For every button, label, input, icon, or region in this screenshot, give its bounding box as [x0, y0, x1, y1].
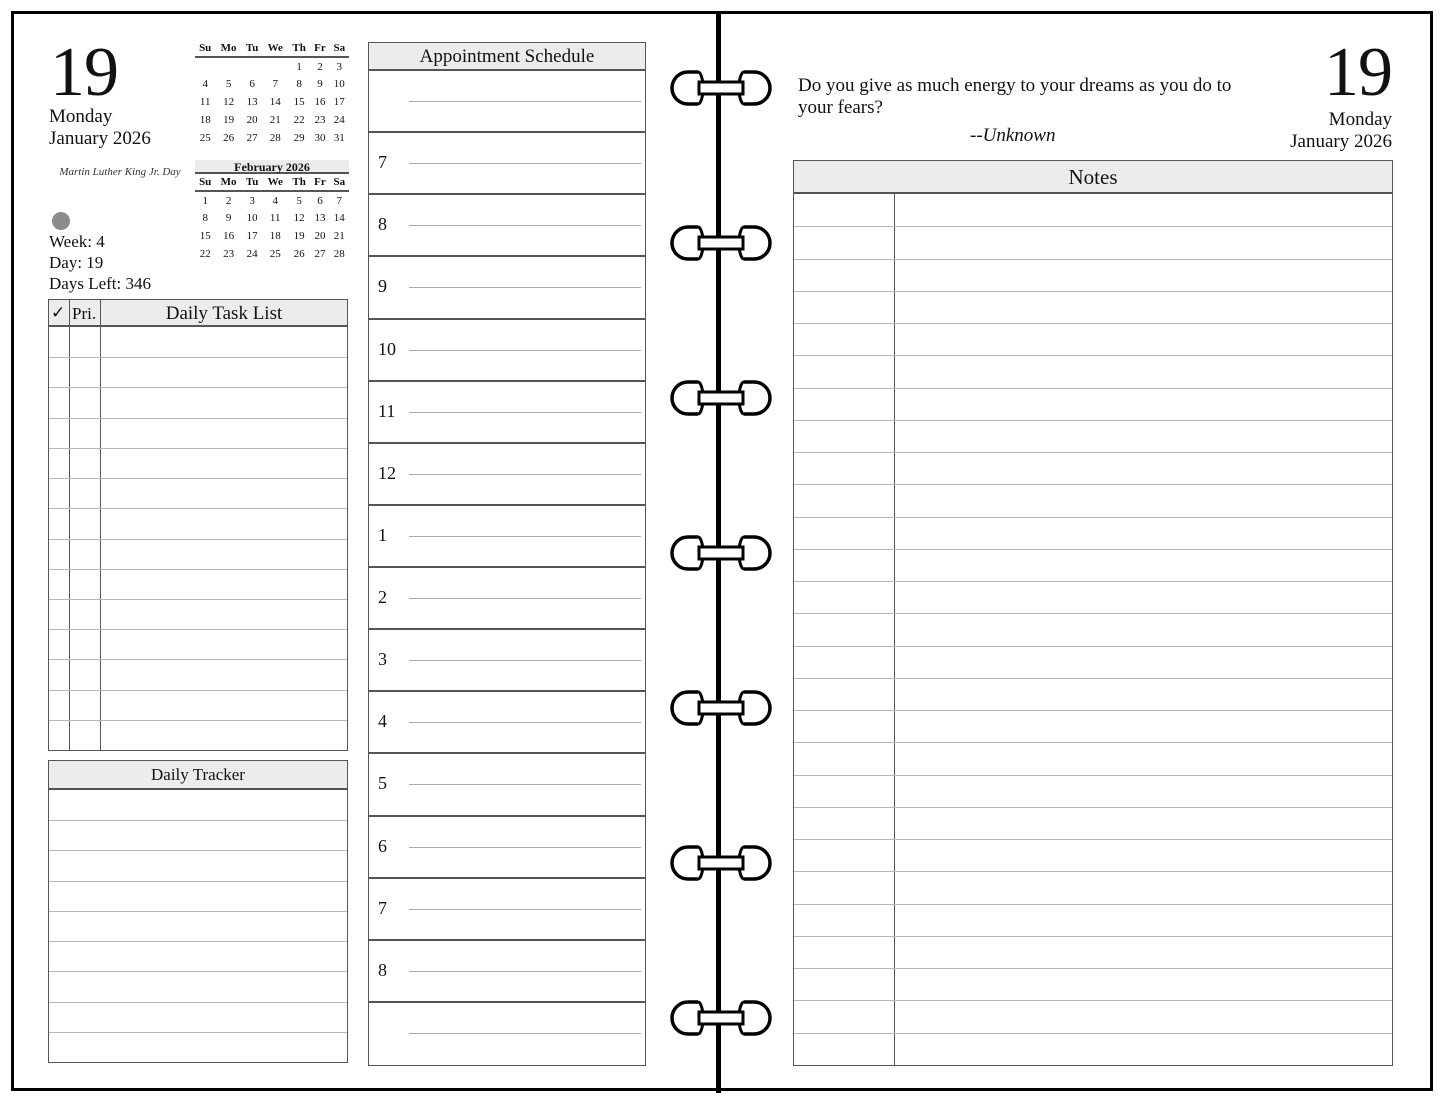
binder-ring-icon	[668, 221, 774, 265]
mini-calendar-february	[195, 160, 349, 263]
weekday-header: Mo	[220, 42, 237, 54]
weekday-header: Tu	[245, 176, 259, 188]
left-weekday: Monday	[49, 106, 113, 127]
calendar-day[interactable]: 5	[296, 194, 302, 207]
calendar-day[interactable]: 19	[223, 114, 235, 126]
notes-row[interactable]	[794, 355, 1392, 387]
calendar-week	[195, 191, 349, 209]
tracker-row[interactable]	[49, 850, 347, 880]
task-row[interactable]	[49, 629, 347, 659]
appointment-slot[interactable]	[369, 630, 645, 692]
appointment-line	[409, 909, 641, 910]
calendar-day[interactable]: 26	[223, 132, 235, 144]
calendar-day[interactable]: 16	[223, 230, 235, 242]
weekday-header: Su	[199, 176, 212, 188]
calendar-day[interactable]: 23	[223, 248, 235, 260]
calendar-day[interactable]: 31	[333, 132, 345, 144]
notes-row[interactable]	[794, 323, 1392, 355]
appointment-line	[409, 1033, 641, 1034]
calendar-day[interactable]: 4	[272, 194, 278, 207]
task-row[interactable]	[49, 387, 347, 417]
mini-calendar-january	[195, 40, 349, 147]
weekday-header: We	[267, 176, 283, 188]
task-row[interactable]	[49, 508, 347, 538]
appointment-hour-label: 5	[378, 773, 387, 794]
task-row[interactable]	[49, 478, 347, 508]
tracker-row[interactable]	[49, 820, 347, 850]
calendar-day[interactable]: 27	[246, 132, 258, 144]
priority-column-header: Pri.	[72, 304, 97, 323]
appointment-hour-label: 7	[378, 152, 387, 173]
notes-row[interactable]	[794, 517, 1392, 549]
appointment-slot[interactable]	[369, 320, 645, 382]
calendar-day[interactable]: 8	[202, 212, 208, 224]
calendar-day[interactable]: 17	[333, 96, 345, 108]
calendar-day[interactable]: 6	[249, 78, 255, 90]
calendar-day[interactable]: 17	[246, 230, 258, 242]
notes-row[interactable]	[794, 807, 1392, 839]
appointment-line	[409, 536, 641, 537]
appointment-schedule	[368, 42, 646, 1066]
tracker-row[interactable]	[49, 790, 347, 820]
calendar-day[interactable]: 26	[293, 248, 305, 260]
calendar-day[interactable]: 12	[223, 96, 235, 108]
left-month-year: January 2026	[49, 128, 151, 149]
appointment-slot[interactable]	[369, 941, 645, 1003]
notes-row[interactable]	[794, 968, 1392, 1000]
appointment-slot[interactable]	[369, 382, 645, 444]
daily-tracker	[48, 760, 348, 1063]
task-row[interactable]	[49, 418, 347, 448]
appointment-slot[interactable]	[369, 817, 645, 879]
weekday-header: Mo	[220, 176, 237, 188]
notes-row[interactable]	[794, 936, 1392, 968]
appointment-hour-label: 2	[378, 587, 387, 607]
binder-ring-icon	[668, 66, 774, 110]
right-weekday: Monday	[1328, 109, 1392, 130]
calendar-day	[195, 57, 215, 75]
tracker-row[interactable]	[49, 1032, 347, 1062]
appointment-hour-label: 8	[378, 959, 387, 980]
notes-row[interactable]	[794, 194, 1392, 226]
calendar-day[interactable]: 23	[314, 114, 326, 126]
calendar-day[interactable]: 13	[246, 96, 258, 108]
weekday-header: Su	[199, 42, 212, 54]
calendar-day[interactable]: 27	[314, 248, 326, 260]
right-day-number: 19	[1324, 34, 1392, 111]
daily-task-list	[48, 299, 348, 751]
notes-row[interactable]	[794, 420, 1392, 452]
notes-row[interactable]	[794, 871, 1392, 903]
task-row[interactable]	[49, 448, 347, 478]
calendar-day[interactable]: 13	[314, 212, 326, 224]
tracker-row[interactable]	[49, 881, 347, 911]
task-row[interactable]	[49, 357, 347, 387]
appointment-slot[interactable]	[369, 195, 645, 257]
appointment-hour-label: 9	[378, 276, 387, 297]
mini-calendar-title: February 2026	[195, 160, 349, 174]
binder-ring-icon	[668, 996, 774, 1040]
appointment-line	[409, 163, 641, 164]
task-row[interactable]	[49, 599, 347, 629]
calendar-day[interactable]: 20	[246, 114, 258, 126]
appointment-slot[interactable]	[369, 568, 645, 630]
task-row[interactable]	[49, 659, 347, 689]
binder-ring-icon	[668, 376, 774, 420]
appointment-slots	[369, 71, 645, 1065]
calendar-day[interactable]: 9	[317, 78, 323, 90]
appointment-hour-label: 7	[378, 897, 387, 918]
calendar-day[interactable]: 16	[314, 96, 326, 108]
notes-row[interactable]	[794, 388, 1392, 420]
calendar-day[interactable]: 15	[293, 96, 305, 108]
appointment-schedule-title: Appointment Schedule	[369, 43, 645, 71]
calendar-day[interactable]: 8	[296, 78, 302, 90]
calendar-day[interactable]: 18	[199, 114, 211, 126]
tracker-row[interactable]	[49, 971, 347, 1001]
weekday-header: Th	[292, 42, 306, 54]
calendar-day	[242, 57, 263, 75]
calendar-week	[195, 111, 349, 129]
appointment-line	[409, 350, 641, 351]
calendar-day[interactable]: 11	[199, 96, 211, 108]
calendar-day	[263, 57, 288, 75]
task-row[interactable]	[49, 690, 347, 720]
moon-phase-icon	[52, 212, 70, 230]
calendar-day[interactable]: 2	[225, 194, 232, 207]
appointment-line	[409, 412, 641, 413]
notes-row[interactable]	[794, 678, 1392, 710]
calendar-day[interactable]: 25	[199, 132, 211, 144]
notes-row[interactable]	[794, 452, 1392, 484]
quote-author: --Unknown	[970, 125, 1056, 146]
appointment-slot[interactable]	[369, 71, 645, 133]
calendar-day[interactable]: 6	[317, 194, 323, 207]
tracker-row[interactable]	[49, 941, 347, 971]
appointment-line	[409, 847, 641, 848]
weekday-header: Fr	[314, 42, 326, 54]
appointment-line	[409, 225, 641, 226]
weekday-header: Tu	[245, 42, 259, 54]
weekday-header: Fr	[314, 176, 326, 188]
weekday-header: Th	[292, 176, 306, 188]
task-list-title: Daily Task List	[165, 303, 283, 324]
calendar-day[interactable]: 28	[333, 248, 345, 260]
calendar-week	[195, 245, 349, 263]
notes-row[interactable]	[794, 226, 1392, 258]
calendar-day[interactable]: 18	[269, 230, 281, 242]
appointment-slot[interactable]	[369, 133, 645, 195]
appointment-slot[interactable]	[369, 506, 645, 568]
notes-row[interactable]	[794, 549, 1392, 581]
week-number: Week: 4	[49, 232, 105, 251]
notes-row[interactable]	[794, 1033, 1392, 1065]
calendar-day[interactable]: 1	[296, 60, 302, 73]
notes-row[interactable]	[794, 839, 1392, 871]
appointment-line	[409, 660, 641, 661]
notes-title: Notes	[794, 161, 1392, 194]
calendar-day	[215, 57, 241, 75]
calendar-day[interactable]: 10	[333, 78, 345, 90]
appointment-hour-label: 10	[378, 338, 396, 359]
appointment-hour-label: 6	[378, 835, 387, 856]
calendar-day[interactable]: 11	[269, 212, 281, 224]
appointment-slot[interactable]	[369, 692, 645, 754]
calendar-day[interactable]: 25	[269, 248, 281, 260]
notes-row[interactable]	[794, 904, 1392, 936]
appointment-hour-label: 11	[378, 400, 396, 421]
calendar-day[interactable]: 4	[202, 78, 208, 90]
calendar-day[interactable]: 24	[246, 248, 258, 260]
appointment-slot[interactable]	[369, 754, 645, 816]
weekday-header: Sa	[333, 176, 346, 188]
right-month-year: January 2026	[1290, 131, 1392, 152]
calendar-day[interactable]: 22	[293, 114, 305, 126]
calendar-day[interactable]: 12	[293, 212, 305, 224]
task-row[interactable]	[49, 569, 347, 599]
holiday-label: Martin Luther King Jr. Day	[59, 166, 181, 178]
appointment-slot[interactable]	[369, 879, 645, 941]
appointment-hour-label: 8	[378, 214, 387, 235]
calendar-day[interactable]: 10	[246, 212, 258, 224]
notes-row[interactable]	[794, 775, 1392, 807]
day-of-year: Day: 19	[49, 253, 104, 272]
notes-row[interactable]	[794, 484, 1392, 516]
quote-text: Do you give as much energy to your dreams as you do to your fears?	[798, 75, 1232, 118]
calendar-week	[195, 93, 349, 111]
calendar-day[interactable]: 29	[293, 132, 305, 144]
calendar-day[interactable]: 21	[333, 230, 345, 242]
calendar-day[interactable]: 28	[269, 132, 281, 144]
binder-ring-icon	[668, 531, 774, 575]
calendar-day[interactable]: 19	[293, 230, 305, 242]
notes-section	[793, 160, 1393, 1066]
appointment-line	[409, 474, 641, 475]
calendar-day[interactable]: 5	[225, 78, 232, 90]
weekday-header: Sa	[333, 42, 346, 54]
days-left: Days Left: 346	[49, 274, 151, 293]
calendar-day[interactable]: 20	[314, 230, 326, 242]
appointment-slot[interactable]	[369, 444, 645, 506]
notes-row[interactable]	[794, 1000, 1392, 1032]
appointment-slot[interactable]	[369, 257, 645, 319]
appointment-hour-label: 12	[378, 462, 396, 483]
calendar-day[interactable]: 15	[199, 230, 211, 242]
appointment-line	[409, 287, 641, 288]
calendar-day[interactable]: 2	[317, 60, 323, 73]
calendar-day[interactable]: 21	[269, 114, 281, 126]
tracker-row[interactable]	[49, 1002, 347, 1032]
calendar-day[interactable]: 7	[272, 78, 278, 90]
appointment-line	[409, 101, 641, 102]
notes-row[interactable]	[794, 581, 1392, 613]
appointment-line	[409, 971, 641, 972]
notes-row[interactable]	[794, 710, 1392, 742]
left-day-number: 19	[50, 34, 118, 111]
binder-ring-icon	[668, 841, 774, 885]
calendar-day[interactable]: 1	[202, 194, 208, 207]
appointment-line	[409, 722, 641, 723]
calendar-week	[195, 129, 349, 147]
check-column-header: ✓	[51, 303, 66, 322]
task-row[interactable]	[49, 327, 347, 357]
calendar-day[interactable]: 24	[333, 114, 345, 126]
tracker-rows	[49, 790, 347, 1062]
calendar-day[interactable]: 3	[249, 194, 255, 207]
appointment-slot[interactable]	[369, 1003, 645, 1065]
task-row[interactable]	[49, 539, 347, 569]
appointment-hour-label: 1	[378, 524, 387, 545]
appointment-hour-label: 4	[378, 711, 387, 732]
task-rows	[49, 327, 347, 750]
notes-rows	[794, 194, 1392, 1065]
notes-row[interactable]	[794, 646, 1392, 678]
notes-row[interactable]	[794, 259, 1392, 291]
tracker-title: Daily Tracker	[49, 761, 347, 790]
binder-ring-icon	[668, 686, 774, 730]
calendar-day[interactable]: 22	[199, 248, 211, 260]
calendar-week	[195, 57, 349, 75]
appointment-hour-label: 3	[378, 649, 387, 670]
calendar-day[interactable]: 14	[333, 212, 345, 224]
calendar-day[interactable]: 7	[336, 194, 343, 207]
calendar-day[interactable]: 3	[336, 60, 343, 73]
calendar-week	[195, 227, 349, 245]
weekday-header: We	[267, 42, 283, 54]
task-row[interactable]	[49, 720, 347, 750]
calendar-week	[195, 75, 349, 93]
appointment-line	[409, 784, 641, 785]
tracker-row[interactable]	[49, 911, 347, 941]
calendar-day[interactable]: 30	[314, 132, 326, 144]
calendar-day[interactable]: 14	[269, 96, 281, 108]
notes-row[interactable]	[794, 291, 1392, 323]
notes-row[interactable]	[794, 613, 1392, 645]
calendar-day[interactable]: 9	[225, 212, 232, 224]
appointment-line	[409, 598, 641, 599]
notes-row[interactable]	[794, 742, 1392, 774]
calendar-week	[195, 209, 349, 227]
task-list-header	[49, 300, 347, 327]
